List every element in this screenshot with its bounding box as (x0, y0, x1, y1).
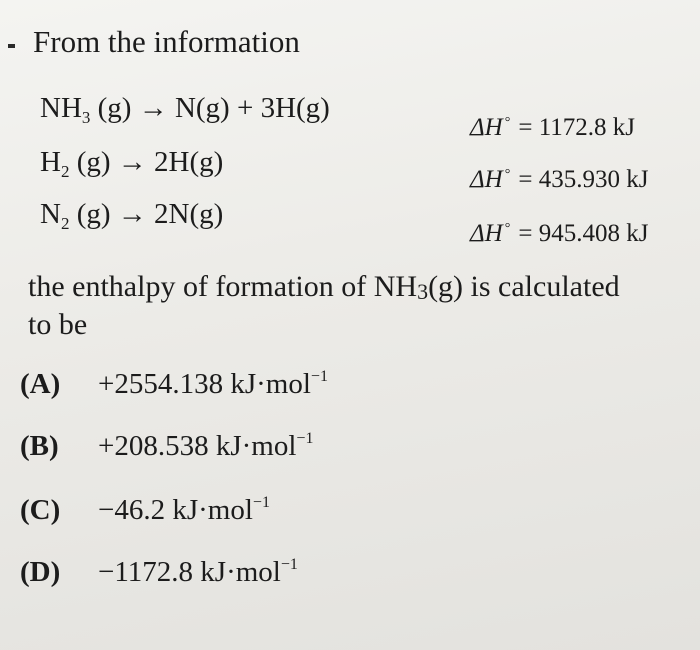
equation-1: $NH_3$ (g) → N(g) + 3H(g) (40, 92, 330, 127)
option-a: (A) +2554.138 kJ·mol$^{-1}$ (20, 368, 328, 400)
question-number-mark (8, 44, 15, 48)
option-c: (C) −46.2 kJ·mol$^{-1}$ (20, 494, 270, 526)
question-intro: From the information (33, 24, 300, 59)
equation-2: $H_2$ (g) → 2H(g) (40, 146, 224, 181)
enthalpy-2: ΔH ° = 435.930 kJ (470, 166, 649, 193)
option-b: (B) +208.538 kJ·mol$^{-1}$ (20, 430, 314, 462)
option-d: (D) −1172.8 kJ·mol$^{-1}$ (20, 556, 298, 588)
enthalpy-3: ΔH ° = 945.408 kJ (470, 220, 649, 247)
equation-3: $N_2$ (g) → 2N(g) (40, 198, 224, 233)
enthalpy-1: ΔH ° = 1172.8 kJ (470, 114, 635, 141)
question-stem: the enthalpy of formation of $NH_3(g)$ is calculated to be (28, 270, 620, 341)
